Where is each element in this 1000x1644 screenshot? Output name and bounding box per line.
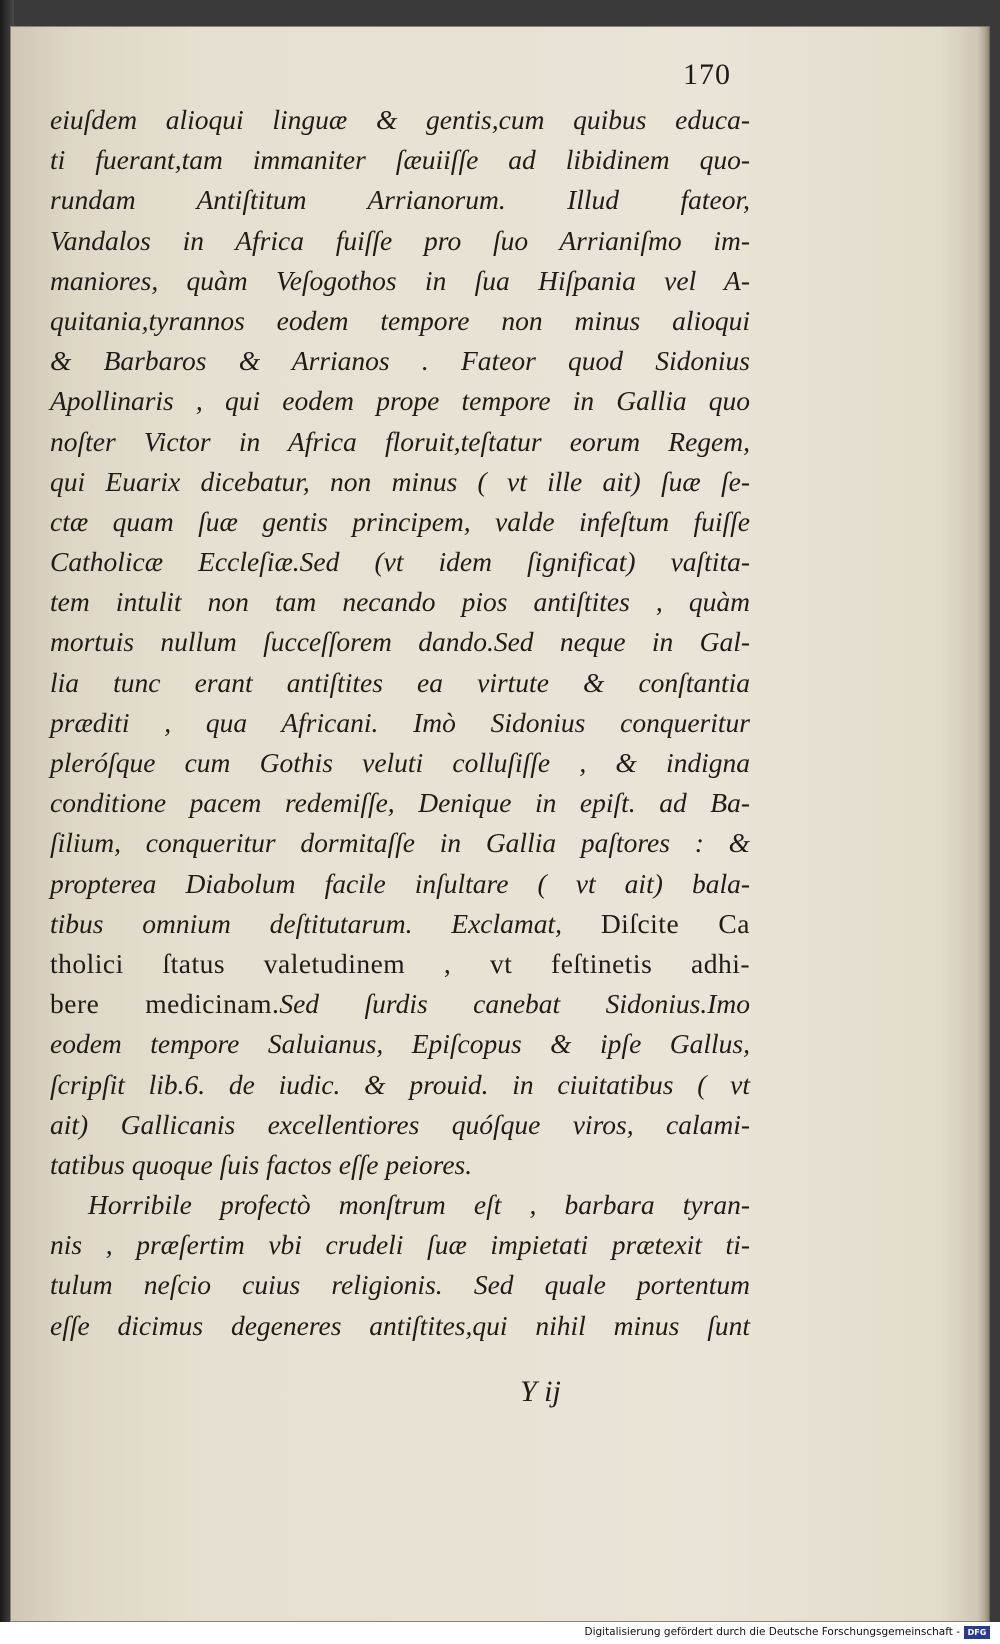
italic-text-run: tibus omnium deſtitutarum. Exclamat,: [50, 907, 601, 939]
text-line: [50, 904, 750, 944]
italic-text-run: & Barbaros & Arrianos . Fateor quod Sidonius: [50, 345, 750, 377]
text-line: [50, 301, 750, 341]
italic-text-run: propterea Diabolum facile inſultare ( vt ait) bala-: [50, 867, 750, 899]
italic-text-run: Vandalos in Africa fuiſſe pro ſuo Arrianiſmo im-: [50, 224, 750, 256]
italic-text-run: eodem tempore Saluianus, Epiſcopus & ipſe Gallus,: [50, 1028, 750, 1060]
text-line: [50, 1265, 750, 1305]
italic-text-run: ſcripſit lib.6. de iudic. & prouid. in ciuitatibus ( vt: [50, 1068, 750, 1100]
body-text: [50, 100, 750, 1346]
italic-text-run: Horribile profectò monſtrum eſt , barbara tyran-: [88, 1189, 750, 1221]
roman-text-run: tholici ſtatus valetudinem , vt feſtinetis adhi-: [50, 947, 750, 979]
text-line: [50, 823, 750, 863]
text-line: [50, 663, 750, 703]
text-line: [50, 341, 750, 381]
text-line: [50, 381, 750, 421]
text-line: [50, 743, 750, 783]
italic-text-run: conditione pacem redemiſſe, Denique in epiſt. ad Ba-: [50, 787, 750, 819]
text-line: [50, 140, 750, 180]
italic-text-run: lia tunc erant antiſtites ea virtute & conſtantia: [50, 666, 750, 698]
dfg-logo: DFG: [964, 1626, 990, 1639]
text-line: [50, 944, 750, 984]
roman-text-run: bere medicinam.: [50, 988, 280, 1020]
text-line: [50, 502, 750, 542]
text-line: [50, 221, 750, 261]
signature-mark: Y ij: [520, 1375, 561, 1408]
text-line: [50, 1024, 750, 1064]
page-edge-shadow: [978, 26, 990, 1622]
text-line: [50, 1145, 750, 1185]
text-line: [50, 1225, 750, 1265]
funding-credit: Digitalisierung gefördert durch die Deutsche Forschungsgemeinschaft -: [584, 1626, 960, 1638]
italic-text-run: eiuſdem alioqui linguæ & gentis,cum quibus educa-: [50, 104, 750, 135]
italic-text-run: Apollinaris , qui eodem prope tempore in Gallia quo: [50, 385, 750, 417]
italic-text-run: ait) Gallicanis excellentiores quóſque viros, calami-: [50, 1108, 750, 1140]
page-number: 170: [683, 58, 731, 91]
italic-text-run: maniores, quàm Veſogothos in ſua Hiſpania vel A-: [50, 264, 750, 296]
text-line: [50, 542, 750, 582]
italic-text-run: ſilium, conqueritur dormitaſſe in Gallia paſtores : &: [50, 827, 750, 859]
text-line: [50, 100, 750, 140]
italic-text-run: pleróſque cum Gothis veluti colluſiſſe , & indigna: [50, 747, 750, 778]
italic-text-run: tatibus quoque ſuis factos eſſe peiores.: [50, 1148, 473, 1180]
italic-text-run: tulum neſcio cuius religionis. Sed quale portentum: [50, 1269, 750, 1301]
text-line: [50, 703, 750, 743]
text-line: [50, 422, 750, 462]
italic-text-run: mortuis nullum ſucceſſorem dando.Sed neque in Gal-: [50, 626, 750, 658]
text-line: [50, 1065, 750, 1105]
roman-text-run: Diſcite Ca: [600, 907, 750, 939]
italic-text-run: rundam Antiſtitum Arrianorum. Illud fateor,: [50, 184, 750, 216]
italic-text-run: tem intulit non tam necando pios antiſtites , quàm: [50, 586, 750, 618]
italic-text-run: Sed ſurdis canebat Sidonius.Imo: [279, 988, 751, 1020]
text-line: [50, 582, 750, 622]
text-line: [50, 984, 750, 1024]
italic-text-run: noſter Victor in Africa floruit,teſtatur eorum Regem,: [50, 425, 750, 457]
italic-text-run: quitania,tyrannos eodem tempore non minus alioqui: [50, 304, 750, 336]
italic-text-run: qui Euarix dicebatur, non minus ( vt ille ait) ſuæ ſe-: [50, 465, 750, 497]
italic-text-run: ti fuerant,tam immaniter ſæuiiſſe ad libidinem quo-: [50, 144, 750, 176]
text-line: [50, 1185, 750, 1225]
text-line: [50, 864, 750, 904]
text-line: [50, 180, 750, 220]
text-line: [50, 622, 750, 662]
text-line: [50, 1306, 750, 1346]
text-line: [50, 1105, 750, 1145]
italic-text-run: ctæ quam ſuæ gentis principem, valde infeſtum fuiſſe: [50, 505, 750, 537]
italic-text-run: nis , præſertim vbi crudeli ſuæ impietati prætexit ti-: [50, 1229, 750, 1261]
italic-text-run: eſſe dicimus degeneres antiſtites,qui nihil minus ſunt: [50, 1309, 750, 1341]
italic-text-run: præditi , qua Africani. Imò Sidonius conqueritur: [50, 706, 750, 738]
text-line: [50, 783, 750, 823]
text-line: [50, 462, 750, 502]
italic-text-run: Catholicæ Eccleſiæ.Sed (vt idem ſignificat) vaſtita-: [50, 546, 750, 578]
text-line: [50, 261, 750, 301]
